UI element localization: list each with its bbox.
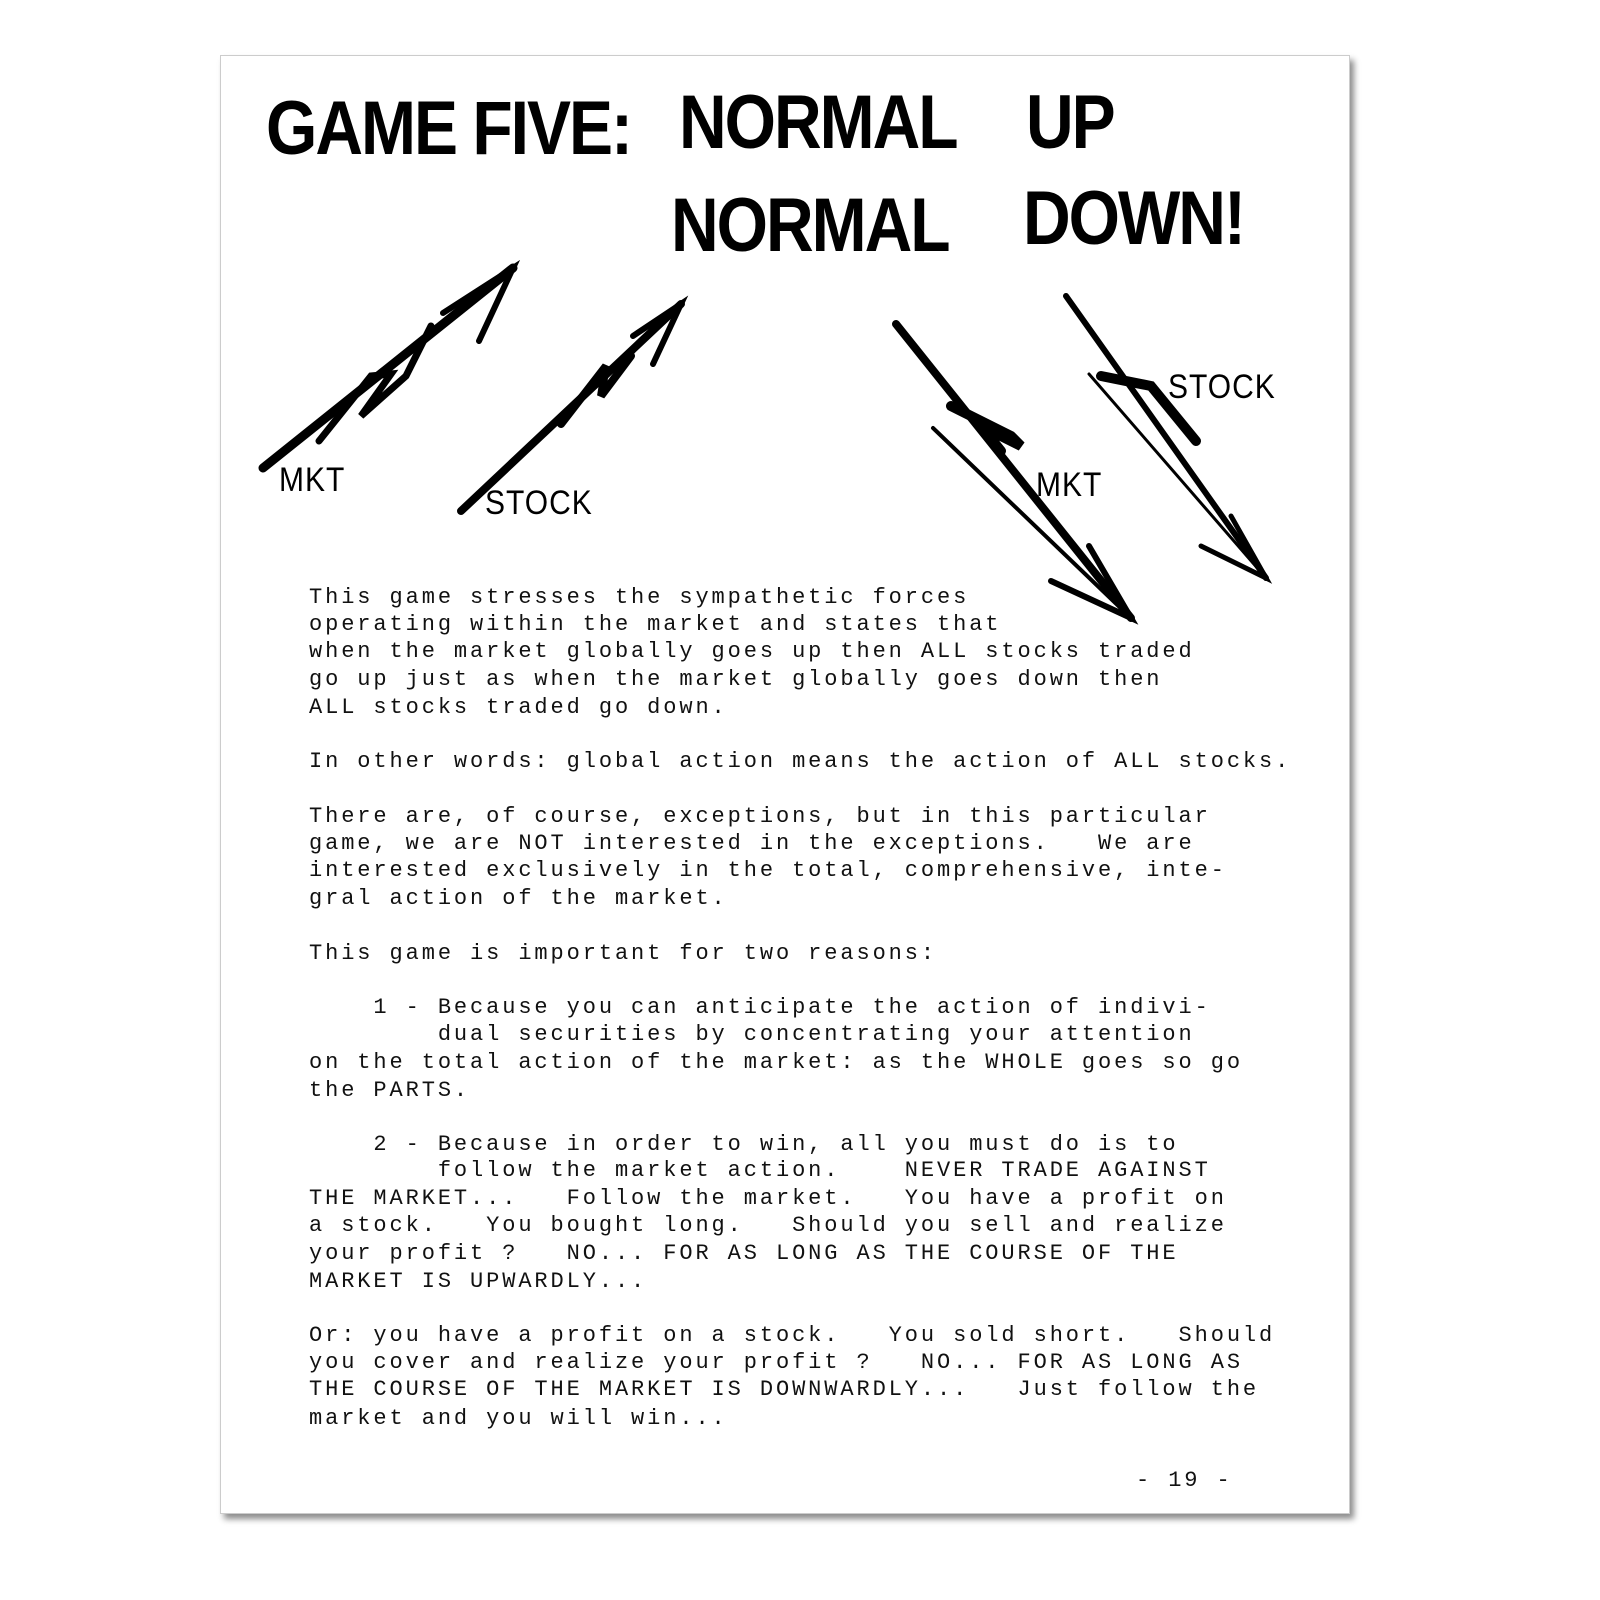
title-normal-up-label: NORMAL — [679, 79, 957, 165]
text-line: the PARTS. — [309, 1078, 471, 1103]
label-up-mkt: MKT — [279, 461, 346, 499]
title-up: UP — [1026, 79, 1114, 165]
up-stock-arrow — [461, 304, 681, 511]
text-line: follow the market action. NEVER TRADE AGAINST — [309, 1158, 1211, 1183]
text-line: on the total action of the market: as the WHOLE goes so go — [309, 1050, 1243, 1075]
text-line: operating within the market and states that — [309, 612, 1002, 637]
text-line: market and you will win... — [309, 1406, 728, 1431]
label-down-stock: STOCK — [1168, 368, 1276, 406]
text-line: 1 - Because you can anticipate the action of indivi- — [309, 995, 1211, 1020]
text-line: Or: you have a profit on a stock. You sold short. Should — [309, 1323, 1276, 1348]
text-line: In other words: global action means the action of ALL stocks. — [309, 749, 1292, 774]
arrow-diagram — [221, 56, 1349, 656]
text-line: interested exclusively in the total, comprehensive, inte- — [309, 858, 1227, 883]
text-line: game, we are NOT interested in the exceptions. We are — [309, 831, 1195, 856]
text-line: This game is important for two reasons: — [309, 941, 937, 966]
text-line: 2 - Because in order to win, all you must do is to — [309, 1132, 1179, 1157]
label-down-mkt: MKT — [1036, 466, 1103, 504]
text-line: There are, of course, exceptions, but in this particular — [309, 804, 1211, 829]
text-line: a stock. You bought long. Should you sell and realize — [309, 1213, 1227, 1238]
text-line: gral action of the market. — [309, 886, 728, 911]
text-line: when the market globally goes up then ALL stocks traded — [309, 639, 1195, 664]
up-market-arrow — [263, 268, 513, 468]
text-line: This game stresses the sympathetic forces — [309, 585, 970, 610]
text-line: go up just as when the market globally goes down then — [309, 667, 1163, 692]
title-down: DOWN! — [1023, 175, 1244, 261]
text-line: THE COURSE OF THE MARKET IS DOWNWARDLY... Just follow the — [309, 1377, 1260, 1402]
text-line: dual securities by concentrating your attention — [309, 1022, 1195, 1047]
document-page — [220, 55, 1350, 1514]
text-line: ALL stocks traded go down. — [309, 695, 728, 720]
text-line: THE MARKET... Follow the market. You have a profit on — [309, 1186, 1227, 1211]
down-stock-arrow — [1066, 296, 1266, 578]
title-game-five: GAME FIVE: — [266, 85, 632, 171]
page-number: - 19 - — [1136, 1468, 1233, 1493]
label-up-stock: STOCK — [485, 484, 593, 522]
text-line: you cover and realize your profit ? NO... FOR AS LONG AS — [309, 1350, 1243, 1375]
title-normal-down-label: NORMAL — [671, 182, 949, 268]
text-line: MARKET IS UPWARDLY... — [309, 1269, 648, 1294]
text-line: your profit ? NO... FOR AS LONG AS THE COURSE OF THE — [309, 1241, 1179, 1266]
